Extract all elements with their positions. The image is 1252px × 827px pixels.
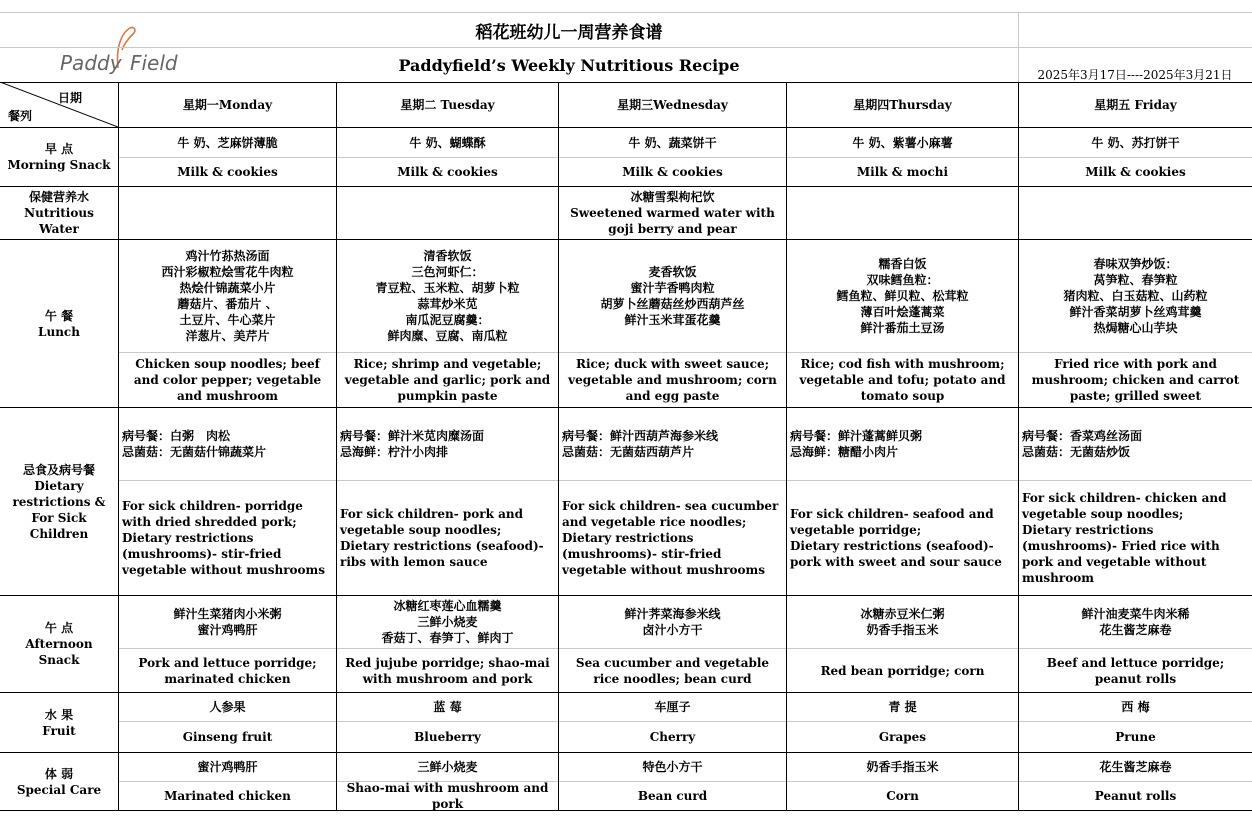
afternoon-cn-fri — [1019, 596, 1252, 648]
cell-line: 鲜汁香菜胡萝卜丝鸡茸羹 — [1069, 305, 1202, 319]
cell-line: Dietary restrictions (seafood)- ribs with lemon sauce — [340, 539, 544, 569]
row-label-en: Nutritious Water — [24, 206, 94, 236]
cell-line: 鲜汁生菜猪肉小米粥 — [173, 607, 282, 621]
cell-line: 香菇丁、春笋丁、鲜肉丁 — [381, 631, 514, 645]
morning-cn-mon: 牛 奶、芝麻饼薄脆 — [177, 135, 278, 150]
morning-cn-wed: 牛 奶、蔬菜饼干 — [628, 135, 717, 150]
row-label-cn: 忌食及病号餐 — [22, 462, 95, 477]
special-en-thu: Corn — [886, 789, 919, 803]
lunch-cn-thu — [787, 240, 1018, 352]
morning-cn-tue: 牛 奶、蝴蝶酥 — [409, 135, 486, 150]
special-en-tue: Shao-mai with mushroom and pork — [346, 782, 549, 810]
cell-line: 鲜汁油麦菜牛肉米稀 — [1081, 607, 1190, 621]
water-cn: 冰糖雪梨枸杞饮 — [630, 190, 715, 204]
corner-label-meal: 餐列 — [8, 109, 33, 123]
cell-line: 土豆片、牛心菜片 — [179, 313, 276, 327]
cell-line: 糯香白饭 — [878, 257, 927, 271]
cell-line: 忌菌菇：无菌菇西葫芦片 — [562, 445, 695, 459]
lunch-cn-mon — [119, 240, 336, 352]
lunch-en-fri: Fried rice with pork and mushroom; chicken and carrot paste; grilled sweet — [1031, 357, 1240, 403]
cell-line: Dietary restrictions (mushrooms)- stir-fried vegetable without mushrooms — [562, 531, 766, 577]
row-label-cn: 体 弱 — [44, 766, 74, 781]
cell-line: 洋葱片、美芹片 — [185, 329, 270, 343]
cell-line: Dietary restrictions (mushrooms)- stir-fried vegetable without mushrooms — [122, 531, 326, 577]
day-header-monday: 星期一Monday — [182, 98, 273, 112]
date-range: 2025年3月17日----2025年3月21日 — [1037, 68, 1233, 82]
svg-text:Paddy: Paddy — [60, 51, 122, 75]
lunch-en-thu: Rice; cod fish with mushroom; vegetable and tofu; potato and tomato soup — [799, 357, 1006, 403]
fruit-en-mon: Ginseng fruit — [182, 730, 273, 744]
special-cn-tue: 三鲜小烧麦 — [417, 760, 478, 774]
row-label-cn: 水 果 — [44, 707, 74, 722]
cell-line: 鲜汁荠菜海参米线 — [624, 607, 721, 621]
diet-cn-fri — [1019, 408, 1252, 480]
cell-line: 冰糖赤豆米仁粥 — [860, 607, 945, 621]
diet-cn-tue — [337, 408, 558, 480]
morning-en-mon: Milk & cookies — [177, 165, 278, 179]
cell-line: 三色河虾仁： — [411, 265, 484, 279]
fruit-en-thu: Grapes — [878, 730, 927, 744]
cell-line: 病号餐：白粥 肉松 — [122, 429, 231, 443]
cell-line: 病号餐：香菜鸡丝汤面 — [1022, 429, 1143, 443]
cell-line: 猪肉粒、白玉菇粒、山药粒 — [1063, 289, 1208, 303]
cell-line: 热烩什锦蔬菜小片 — [179, 281, 276, 295]
special-en-fri: Peanut rolls — [1094, 789, 1177, 803]
lunch-cn-wed — [559, 240, 786, 352]
water-wed — [559, 187, 786, 239]
row-label-water — [0, 187, 118, 239]
morning-en-tue: Milk & cookies — [397, 165, 498, 179]
row-label-en: Afternoon Snack — [25, 637, 93, 667]
cell-line: 蘑菇片、番茄片 、 — [177, 297, 278, 311]
grid-line — [0, 12, 1252, 13]
page-title-cn: 稻花班幼儿一周营养食谱 — [475, 23, 663, 43]
afternoon-en-fri: Beef and lettuce porridge; peanut rolls — [1046, 655, 1225, 686]
afternoon-en-tue: Red jujube porridge; shao-mai with mushroom and pork — [345, 655, 550, 686]
diet-cn-wed — [559, 408, 786, 480]
cell-line: 忌海鲜：柠汁小肉排 — [340, 445, 449, 459]
cell-line: For sick children- seafood and vegetable porridge; — [790, 507, 994, 537]
cell-line: 春味双笋炒饭： — [1093, 257, 1178, 271]
cell-line: 鲜汁番茄土豆汤 — [860, 321, 945, 335]
cell-line: 胡萝卜丝蘑菇丝炒西葫芦丝 — [600, 297, 745, 311]
cell-line: 忌菌菇：无菌菇炒饭 — [1022, 445, 1131, 459]
diet-en-thu — [787, 481, 1018, 595]
cell-line: 三鲜小烧麦 — [417, 615, 478, 629]
morning-cn-fri: 牛 奶、苏打饼干 — [1091, 135, 1180, 150]
cell-line: 薄百叶烩蓬蒿菜 — [860, 305, 945, 319]
lunch-cn-fri — [1019, 240, 1252, 352]
row-label-lunch — [0, 240, 118, 407]
lunch-en-mon: Chicken soup noodles; beef and color pepper; vegetable and mushroom — [133, 357, 322, 403]
page-title-en: Paddyfield’s Weekly Nutritious Recipe — [398, 56, 740, 75]
cell-line: 蒜茸炒米苋 — [417, 297, 478, 311]
cell-line: 冰糖红枣莲心血糯羹 — [393, 599, 502, 613]
lunch-en-tue: Rice; shrimp and vegetable; vegetable and garlic; pork and pumpkin paste — [344, 357, 551, 403]
fruit-cn-thu: 青 提 — [888, 700, 917, 714]
special-cn-fri: 花生酱芝麻卷 — [1099, 760, 1172, 774]
lunch-en-wed: Rice; duck with sweet sauce; vegetable and mushroom; corn and egg paste — [568, 357, 777, 403]
cell-line: 青豆粒、玉米粒、胡萝卜粒 — [375, 281, 520, 295]
row-label-cn: 午 点 — [44, 621, 74, 635]
cell-line: 鸡汁竹荪热汤面 — [185, 249, 270, 263]
cell-line: 蜜汁鸡鸭肝 — [197, 623, 258, 637]
diet-en-wed — [559, 481, 786, 595]
day-header-tuesday: 星期二 Tuesday — [400, 98, 495, 112]
cell-line: 卤汁小方干 — [642, 623, 703, 637]
cell-line: 鲜汁玉米茸蛋花羹 — [624, 313, 721, 327]
cell-line: For sick children- chicken and vegetable soup noodles; — [1022, 491, 1227, 521]
morning-en-thu: Milk & mochi — [856, 165, 949, 179]
afternoon-cn-mon — [119, 596, 336, 648]
diet-cn-thu — [787, 408, 1018, 480]
fruit-cn-mon: 人参果 — [209, 700, 246, 714]
row-label-en: Morning Snack — [7, 158, 111, 172]
cell-line: 忌菌菇：无菌菇什锦蔬菜片 — [122, 445, 267, 459]
special-cn-wed: 特色小方干 — [642, 760, 703, 774]
afternoon-cn-tue — [337, 596, 558, 648]
afternoon-cn-wed — [559, 596, 786, 648]
special-cn-thu: 奶香手指玉米 — [866, 760, 939, 774]
diet-en-fri — [1019, 481, 1252, 595]
afternoon-cn-thu — [787, 596, 1018, 648]
diet-en-tue — [337, 481, 558, 595]
cell-line: 西汁彩椒粒烩雪花牛肉粒 — [161, 265, 294, 279]
cell-line: 南瓜泥豆腐羹： — [405, 313, 490, 327]
morning-cn-thu: 牛 奶、紫薯小麻薯 — [852, 135, 953, 150]
row-label-afternoon — [0, 596, 118, 692]
cell-line: For sick children- porridge with dried shredded pork; — [122, 499, 303, 529]
row-label-special — [0, 753, 118, 810]
afternoon-en-mon: Pork and lettuce porridge; marinated chicken — [138, 655, 317, 686]
row-label-morning — [0, 128, 118, 186]
row-label-cn: 午 餐 — [44, 308, 74, 323]
special-en-wed: Bean curd — [637, 789, 708, 803]
fruit-cn-fri: 西 梅 — [1121, 700, 1150, 714]
diet-cn-mon — [119, 408, 336, 480]
grid-line — [1018, 12, 1019, 82]
fruit-en-wed: Cherry — [649, 730, 696, 744]
cell-line: 病号餐：鲜汁蓬蒿鲜贝粥 — [790, 429, 923, 443]
cell-line: For sick children- sea cucumber and vegetable rice noodles; — [562, 499, 779, 529]
cell-line: 忌海鲜：糖醋小肉片 — [790, 445, 899, 459]
row-label-cn: 早 点 — [44, 142, 74, 156]
special-en-mon: Marinated chicken — [164, 789, 291, 803]
afternoon-en-thu: Red bean porridge; corn — [820, 663, 985, 678]
row-label-en: Fruit — [42, 723, 76, 738]
cell-line: 病号餐：鲜汁米苋肉糜汤面 — [340, 429, 485, 443]
fruit-en-tue: Blueberry — [414, 730, 481, 744]
cell-line: 奶香手指玉米 — [866, 623, 939, 637]
row-label-en: Special Care — [16, 782, 102, 797]
fruit-cn-wed: 车厘子 — [654, 700, 691, 714]
cell-line: 蜜汁芋香鸭肉粒 — [630, 281, 715, 295]
special-cn-mon: 蜜汁鸡鸭肝 — [197, 760, 258, 774]
fruit-en-fri: Prune — [1115, 730, 1156, 744]
corner-label-date: 日期 — [58, 91, 83, 105]
water-en: Sweetened warmed water with goji berry and pear — [570, 206, 775, 236]
day-header-wednesday: 星期三Wednesday — [617, 98, 728, 112]
morning-en-wed: Milk & cookies — [622, 165, 723, 179]
diet-en-mon — [119, 481, 336, 595]
row-label-diet — [0, 408, 118, 595]
grid-line — [0, 810, 1252, 811]
afternoon-en-wed: Sea cucumber and vegetable rice noodles; bean curd — [575, 655, 770, 686]
cell-line: 热焗糖心山芋块 — [1093, 321, 1178, 335]
day-header-thursday: 星期四Thursday — [853, 98, 952, 112]
row-label-cn: 保健营养水 — [28, 190, 89, 204]
cell-line: 麦香软饭 — [648, 265, 697, 279]
cell-line: 双味鳕鱼粒： — [866, 273, 939, 287]
cell-line: 病号餐：鲜汁西葫芦海参米线 — [562, 429, 719, 443]
row-label-en: Lunch — [38, 324, 80, 339]
grid-line — [0, 47, 1252, 48]
row-label-fruit — [0, 693, 118, 752]
cell-line: Dietary restrictions (mushrooms)- Fried rice with pork and vegetable without mushroom — [1022, 523, 1220, 585]
day-header-friday: 星期五 Friday — [1094, 98, 1177, 112]
fruit-cn-tue: 蓝 莓 — [433, 700, 462, 714]
morning-en-fri: Milk & cookies — [1085, 165, 1186, 179]
cell-line: 清香软饭 — [423, 249, 472, 263]
lunch-cn-tue — [337, 240, 558, 352]
cell-line: 鲜肉糜、豆腐、南瓜粒 — [387, 329, 508, 343]
cell-line: 花生酱芝麻卷 — [1099, 623, 1172, 637]
cell-line: 莴笋粒、春笋粒 — [1093, 273, 1178, 287]
cell-line: 鳕鱼粒、鲜贝粒、松茸粒 — [836, 289, 969, 303]
cell-line: For sick children- pork and vegetable soup noodles; — [340, 507, 523, 537]
row-label-en: Dietary restrictions & For Sick Children — [12, 478, 106, 541]
cell-line: Dietary restrictions (seafood)- pork with sweet and sour sauce — [790, 539, 1002, 569]
svg-text:Field: Field — [130, 51, 178, 75]
